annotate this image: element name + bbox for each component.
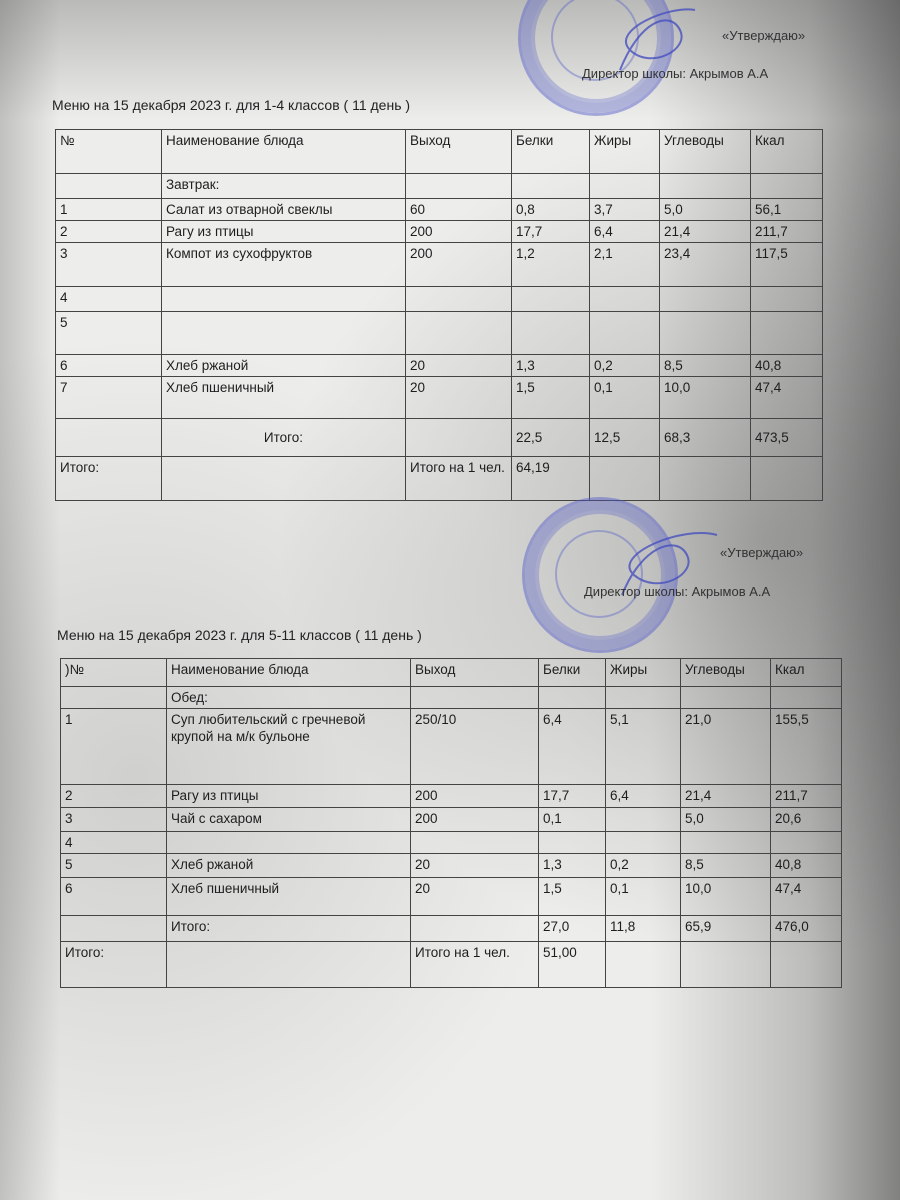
director-label: Директор школы: Акрымов А.А (584, 584, 771, 599)
table-row: 1 Суп любительский с гречневой крупой на м/к бульоне 250/10 6,4 5,1 21,0 155,5 (61, 709, 842, 785)
total-row: Итого: 22,5 12,5 68,3 473,5 (56, 419, 823, 457)
table-row: 2 Рагу из птицы 200 17,7 6,4 21,4 211,7 (61, 785, 842, 808)
header-cell: Выход (406, 130, 512, 174)
total-label: Итого: (162, 419, 406, 457)
per-person-row (61, 942, 842, 988)
header-cell: )№ (61, 659, 167, 687)
table-row: 1 Салат из отварной свеклы 60 0,8 3,7 5,0 56,1 (56, 199, 823, 221)
meal-label: Обед: (167, 687, 411, 709)
header-cell: Ккал (771, 659, 842, 687)
table-header-row (56, 130, 823, 174)
header-cell: Наименование блюда (167, 659, 411, 687)
menu-title-1-4: Меню на 15 декабря 2023 г. для 1-4 классов ( 11 день ) (52, 97, 411, 113)
table-row: 3 Компот из сухофруктов 200 1,2 2,1 23,4 117,5 (56, 243, 823, 287)
meal-row (61, 687, 842, 709)
menu-table-1-4 (55, 129, 823, 501)
approve-label: «Утверждаю» (720, 545, 804, 560)
header-cell: Белки (539, 659, 606, 687)
header-cell: Углеводы (660, 130, 751, 174)
total-label: Итого: (167, 916, 411, 942)
table-row: 7 Хлеб пшеничный 20 1,5 0,1 10,0 47,4 (56, 377, 823, 419)
table-row: 6 Хлеб ржаной 20 1,3 0,2 8,5 40,8 (56, 355, 823, 377)
table-row: 6 Хлеб пшеничный 20 1,5 0,1 10,0 47,4 (61, 878, 842, 916)
table-row: 4 (56, 287, 823, 312)
table-header-row (61, 659, 842, 687)
header-cell: Выход (411, 659, 539, 687)
table-row: 2 Рагу из птицы 200 17,7 6,4 21,4 211,7 (56, 221, 823, 243)
menu-table-5-11 (60, 658, 842, 988)
meal-row (56, 174, 823, 199)
per-person-label: Итого на 1 чел. (411, 942, 539, 988)
header-cell: Ккал (751, 130, 823, 174)
footer-label: Итого: (56, 457, 162, 501)
per-person-row (56, 457, 823, 501)
table-row: 5 (56, 312, 823, 355)
menu-title-5-11: Меню на 15 декабря 2023 г. для 5-11 классов ( 11 день ) (57, 627, 422, 643)
per-person-value: 51,00 (539, 942, 606, 988)
total-row: Итого: 27,0 11,8 65,9 476,0 (61, 916, 842, 942)
header-cell: Углеводы (681, 659, 771, 687)
meal-label: Завтрак: (162, 174, 406, 199)
table-row: 3 Чай с сахаром 200 0,1 5,0 20,6 (61, 808, 842, 832)
header-cell: № (56, 130, 162, 174)
footer-label: Итого: (61, 942, 167, 988)
table-row: 5 Хлеб ржаной 20 1,3 0,2 8,5 40,8 (61, 854, 842, 878)
per-person-value: 64,19 (512, 457, 590, 501)
per-person-label: Итого на 1 чел. (406, 457, 512, 501)
approve-label: «Утверждаю» (722, 28, 806, 43)
table-row: 4 (61, 832, 842, 854)
header-cell: Белки (512, 130, 590, 174)
header-cell: Наименование блюда (162, 130, 406, 174)
header-cell: Жиры (590, 130, 660, 174)
header-cell: Жиры (606, 659, 681, 687)
director-label: Директор школы: Акрымов А.А (582, 66, 769, 81)
